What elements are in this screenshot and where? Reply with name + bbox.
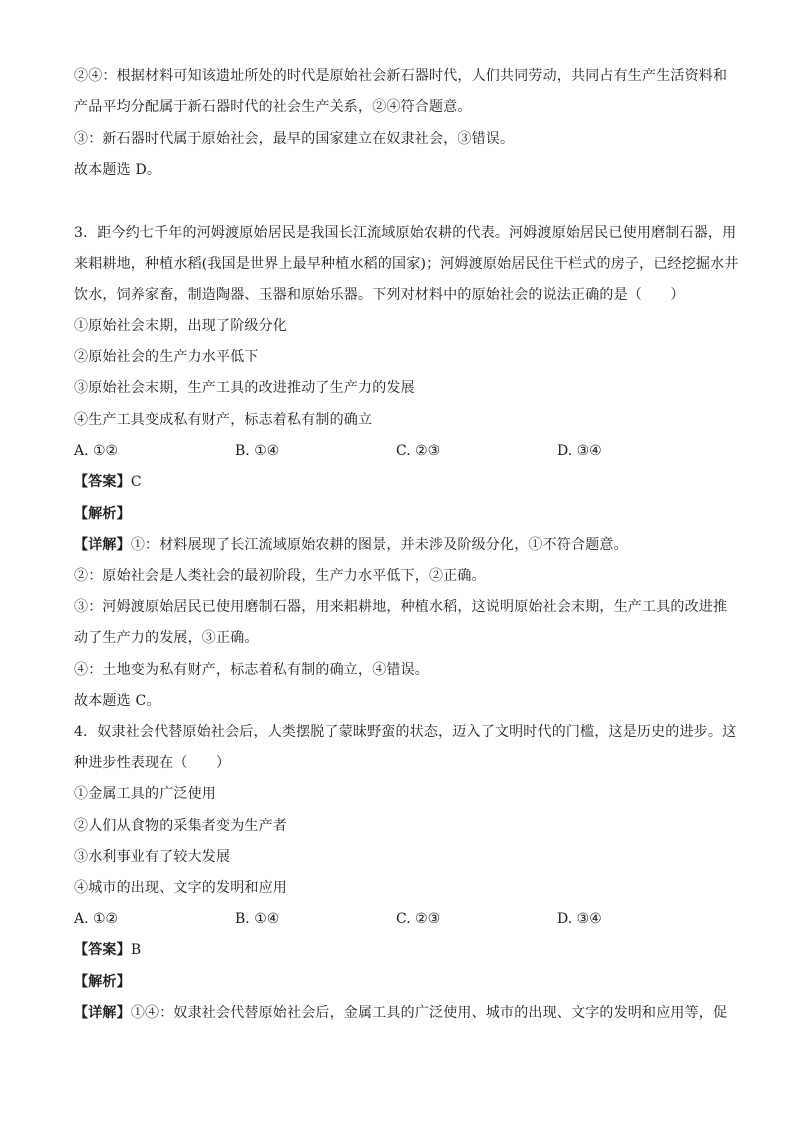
question-3-answer	[74, 473, 142, 491]
question-4-statement: ④城市的出现、文字的发明和应用	[74, 880, 287, 896]
question-3-detail: 动了生产力的发展，③正确。	[74, 630, 259, 646]
analysis-tag: 【解析】	[74, 506, 131, 522]
question-3-option-a: A. ①②	[74, 443, 119, 459]
question-3-detail	[74, 536, 628, 554]
question-3-stem: 来耜耕地，种植水稻(我国是世界上最早种植水稻的国家)；河姆渡原始居民住干栏式的房子，已经挖掘水井	[74, 256, 739, 272]
question-4-stem: 种进步性表现在（ ）	[74, 755, 231, 771]
question-3-option-c: C. ②③	[396, 443, 441, 459]
analysis-tag: 【解析】	[74, 974, 131, 990]
question-4-stem: 4．奴隶社会代替原始社会后，人类摆脱了蒙昧野蛮的状态，迈入了文明时代的门槛，这是历史的进步。这	[74, 724, 737, 740]
detail-tag: 【详解】	[74, 1005, 131, 1021]
answer-value: B	[130, 942, 142, 958]
question-3-detail: ②：原始社会是人类社会的最初阶段，生产力水平低下，②正确。	[74, 568, 486, 584]
detail-text: ①：材料展现了长江流域原始农耕的图景，并未涉及阶级分化，①不符合题意。	[130, 537, 628, 553]
question-4-statement: ②人们从食物的采集者变为生产者	[74, 818, 287, 834]
question-3-statement: ②原始社会的生产力水平低下	[74, 349, 259, 365]
question-3-analysis-tag	[74, 505, 131, 523]
detail-tag: 【详解】	[74, 537, 131, 553]
question-3-statement: ③原始社会末期，生产工具的改进推动了生产力的发展	[74, 380, 415, 396]
question-4-option-a: A. ①②	[74, 911, 119, 927]
answer-tag: 【答案】	[74, 474, 131, 490]
question-4-analysis-tag	[74, 973, 131, 991]
question-3-stem: 3．距今约七千年的河姆渡原始居民是我国长江流域原始农耕的代表。河姆渡原始居民已使用磨制石器，用	[74, 225, 737, 241]
text-line: 产品平均分配属于新石器时代的社会生产关系，②④符合题意。	[74, 99, 472, 115]
question-3-detail: ③：河姆渡原始居民已使用磨制石器，用来耜耕地，种植水稻，这说明原始社会末期，生产工具的改进推	[74, 599, 728, 615]
question-4-answer	[74, 941, 141, 959]
question-3-option-b: B. ①④	[235, 443, 280, 459]
question-3-statement: ④生产工具变成私有财产，标志着私有制的确立	[74, 412, 373, 428]
detail-text: ①④：奴隶社会代替原始社会后，金属工具的广泛使用、城市的出现、文字的发明和应用等，促	[130, 1005, 728, 1021]
question-3-detail: ④：土地变为私有财产，标志着私有制的确立，④错误。	[74, 662, 429, 678]
answer-value: C	[130, 474, 142, 490]
answer-tag: 【答案】	[74, 942, 131, 958]
question-4-option-c: C. ②③	[396, 911, 441, 927]
question-3-stem: 饮水，饲养家畜，制造陶器、玉器和原始乐器。下列对材料中的原始社会的说法正确的是（ ）	[74, 287, 685, 303]
text-line: 故本题选 D。	[74, 162, 162, 178]
text-line: ③：新石器时代属于原始社会，最早的国家建立在奴隶社会，③错误。	[74, 131, 515, 147]
question-4-detail	[74, 1004, 727, 1022]
question-4-option-d: D. ③④	[557, 911, 602, 927]
question-4-statement: ③水利事业有了较大发展	[74, 849, 231, 865]
question-3-detail: 故本题选 C。	[74, 693, 161, 709]
text-line: ②④：根据材料可知该遗址所处的时代是原始社会新石器时代，人们共同劳动，共同占有生产生活资料和	[74, 68, 728, 84]
question-3-option-d: D. ③④	[557, 443, 602, 459]
question-3-statement: ①原始社会末期，出现了阶级分化	[74, 318, 287, 334]
question-4-option-b: B. ①④	[235, 911, 280, 927]
question-4-statement: ①金属工具的广泛使用	[74, 786, 216, 802]
